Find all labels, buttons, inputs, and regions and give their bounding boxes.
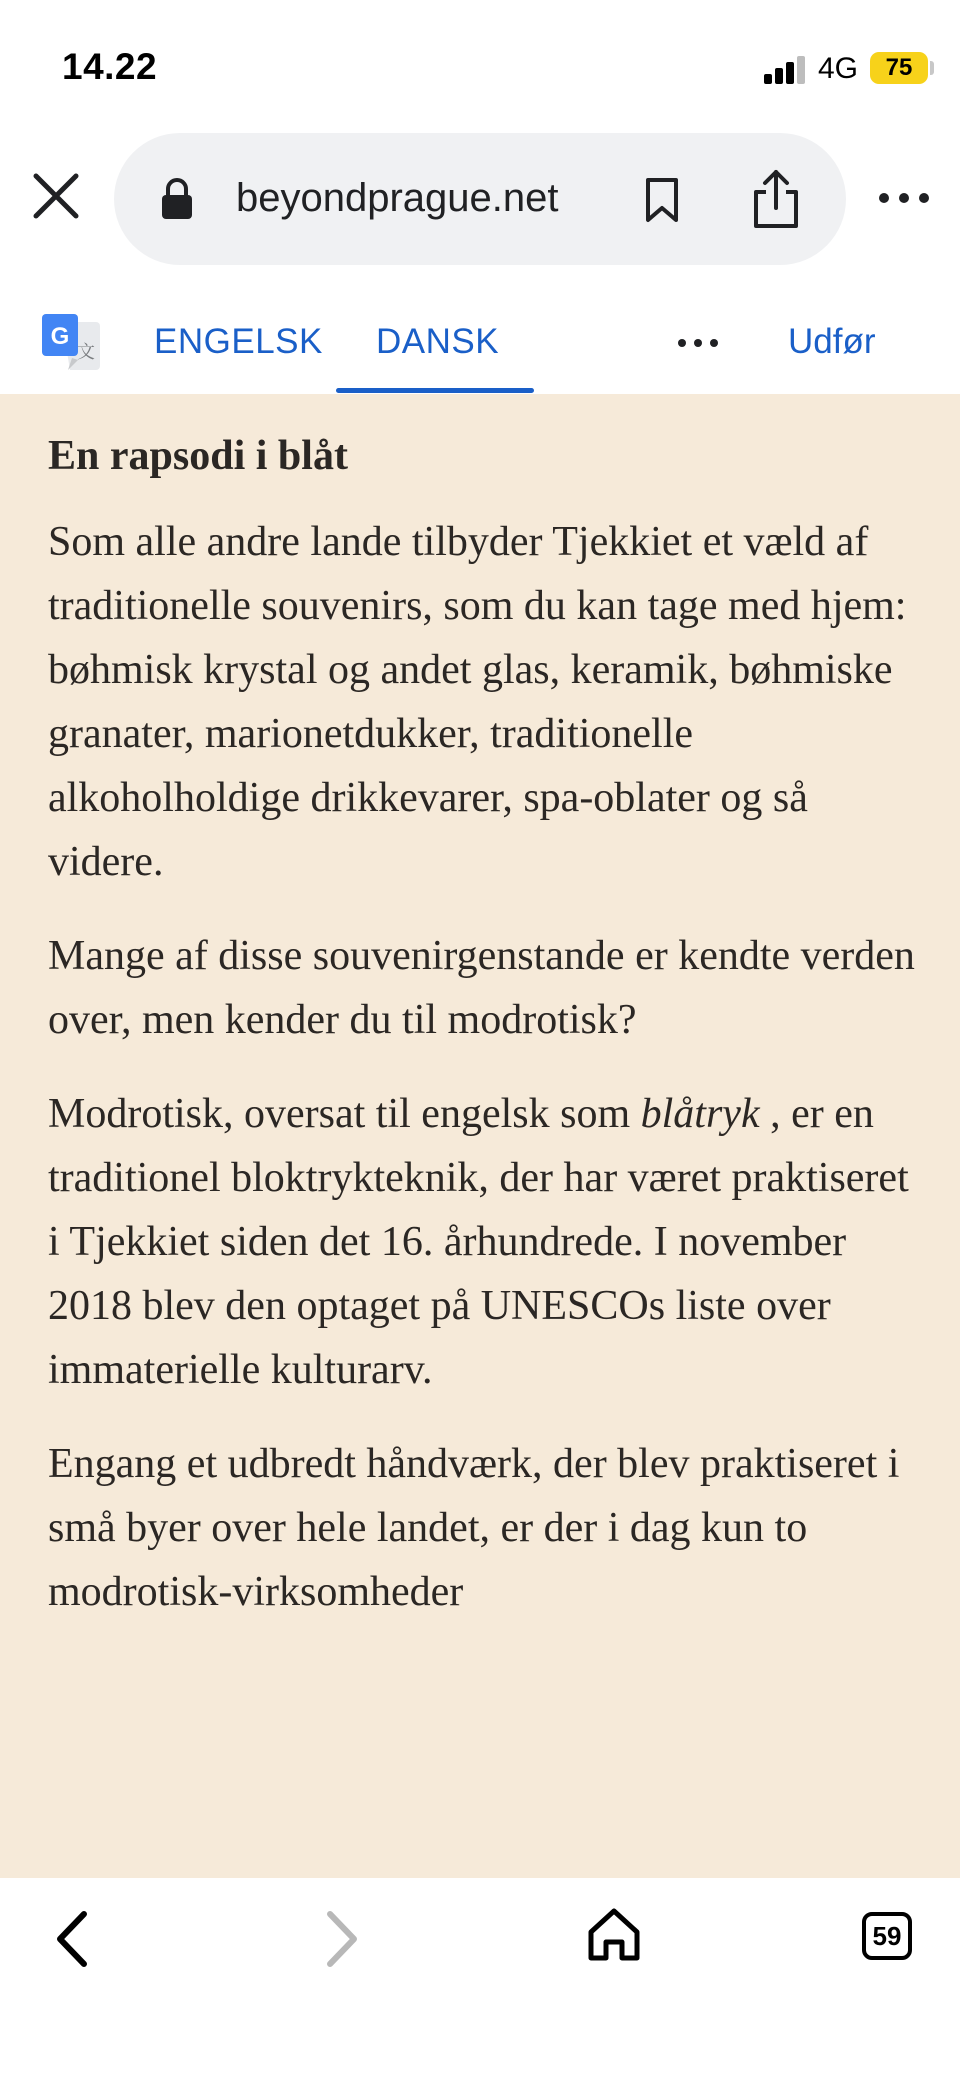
translate-more-icon[interactable] <box>676 336 720 350</box>
article-heading: En rapsodi i blåt <box>48 433 348 479</box>
svg-text:文: 文 <box>77 342 95 363</box>
tab-danish[interactable]: DANSK <box>376 322 500 361</box>
article-paragraph: Mange af disse souvenirgenstande er kendte verden over, men kender du til modrotisk? <box>48 933 915 1043</box>
tab-english[interactable]: ENGELSK <box>154 322 323 361</box>
close-icon[interactable] <box>30 170 82 222</box>
back-arrow-icon[interactable] <box>52 1910 92 1968</box>
paragraph-text: , er en traditionel bloktrykteknik, der har været praktiseret i Tjekkiet siden det 16. århundrede. I november 2018 blev den optaget på UNESCOs liste over immaterielle kulturarv. <box>48 1091 909 1393</box>
battery-indicator: 75 <box>870 52 928 84</box>
tabs-icon[interactable]: 59 <box>862 1912 912 1960</box>
bottom-toolbar <box>0 1878 960 2079</box>
paragraph-text: Modrotisk, oversat til engelsk som <box>48 1091 641 1137</box>
network-type: 4G <box>818 52 859 85</box>
article-paragraph: Engang et udbredt håndværk, der blev praktiseret i små byer over hele landet, er der i dag kun to modrotisk-virksomheder <box>48 1441 900 1615</box>
more-horizontal-icon[interactable] <box>876 190 932 206</box>
google-translate-icon <box>40 312 102 374</box>
url-text[interactable]: beyondprague.net <box>236 176 559 220</box>
italic-term: blåtryk <box>640 1091 760 1137</box>
signal-strength-icon <box>764 56 806 84</box>
status-bar <box>0 0 960 130</box>
article-paragraph <box>48 1082 928 1402</box>
bookmark-icon[interactable] <box>642 176 682 224</box>
battery-tip <box>930 61 934 75</box>
svg-text:G: G <box>50 323 70 350</box>
forward-arrow-icon[interactable] <box>322 1910 362 1968</box>
home-icon[interactable] <box>586 1906 642 1964</box>
active-tab-indicator <box>336 388 534 393</box>
article-paragraph: Som alle andre lande tilbyder Tjekkiet et væld af traditionelle souvenirs, som du kan tage med hjem: bøhmisk krystal og andet glas, keramik, bøhmiske granater, marionetdukker, traditionelle alkoholholdige drikkevarer, spa-oblater og så videre. <box>48 519 907 885</box>
done-button[interactable]: Udfør <box>788 322 876 361</box>
article-body <box>48 428 928 1654</box>
article-content <box>0 394 960 1878</box>
lock-icon <box>160 178 194 220</box>
status-time: 14.22 <box>62 46 158 87</box>
share-icon[interactable] <box>748 168 804 230</box>
